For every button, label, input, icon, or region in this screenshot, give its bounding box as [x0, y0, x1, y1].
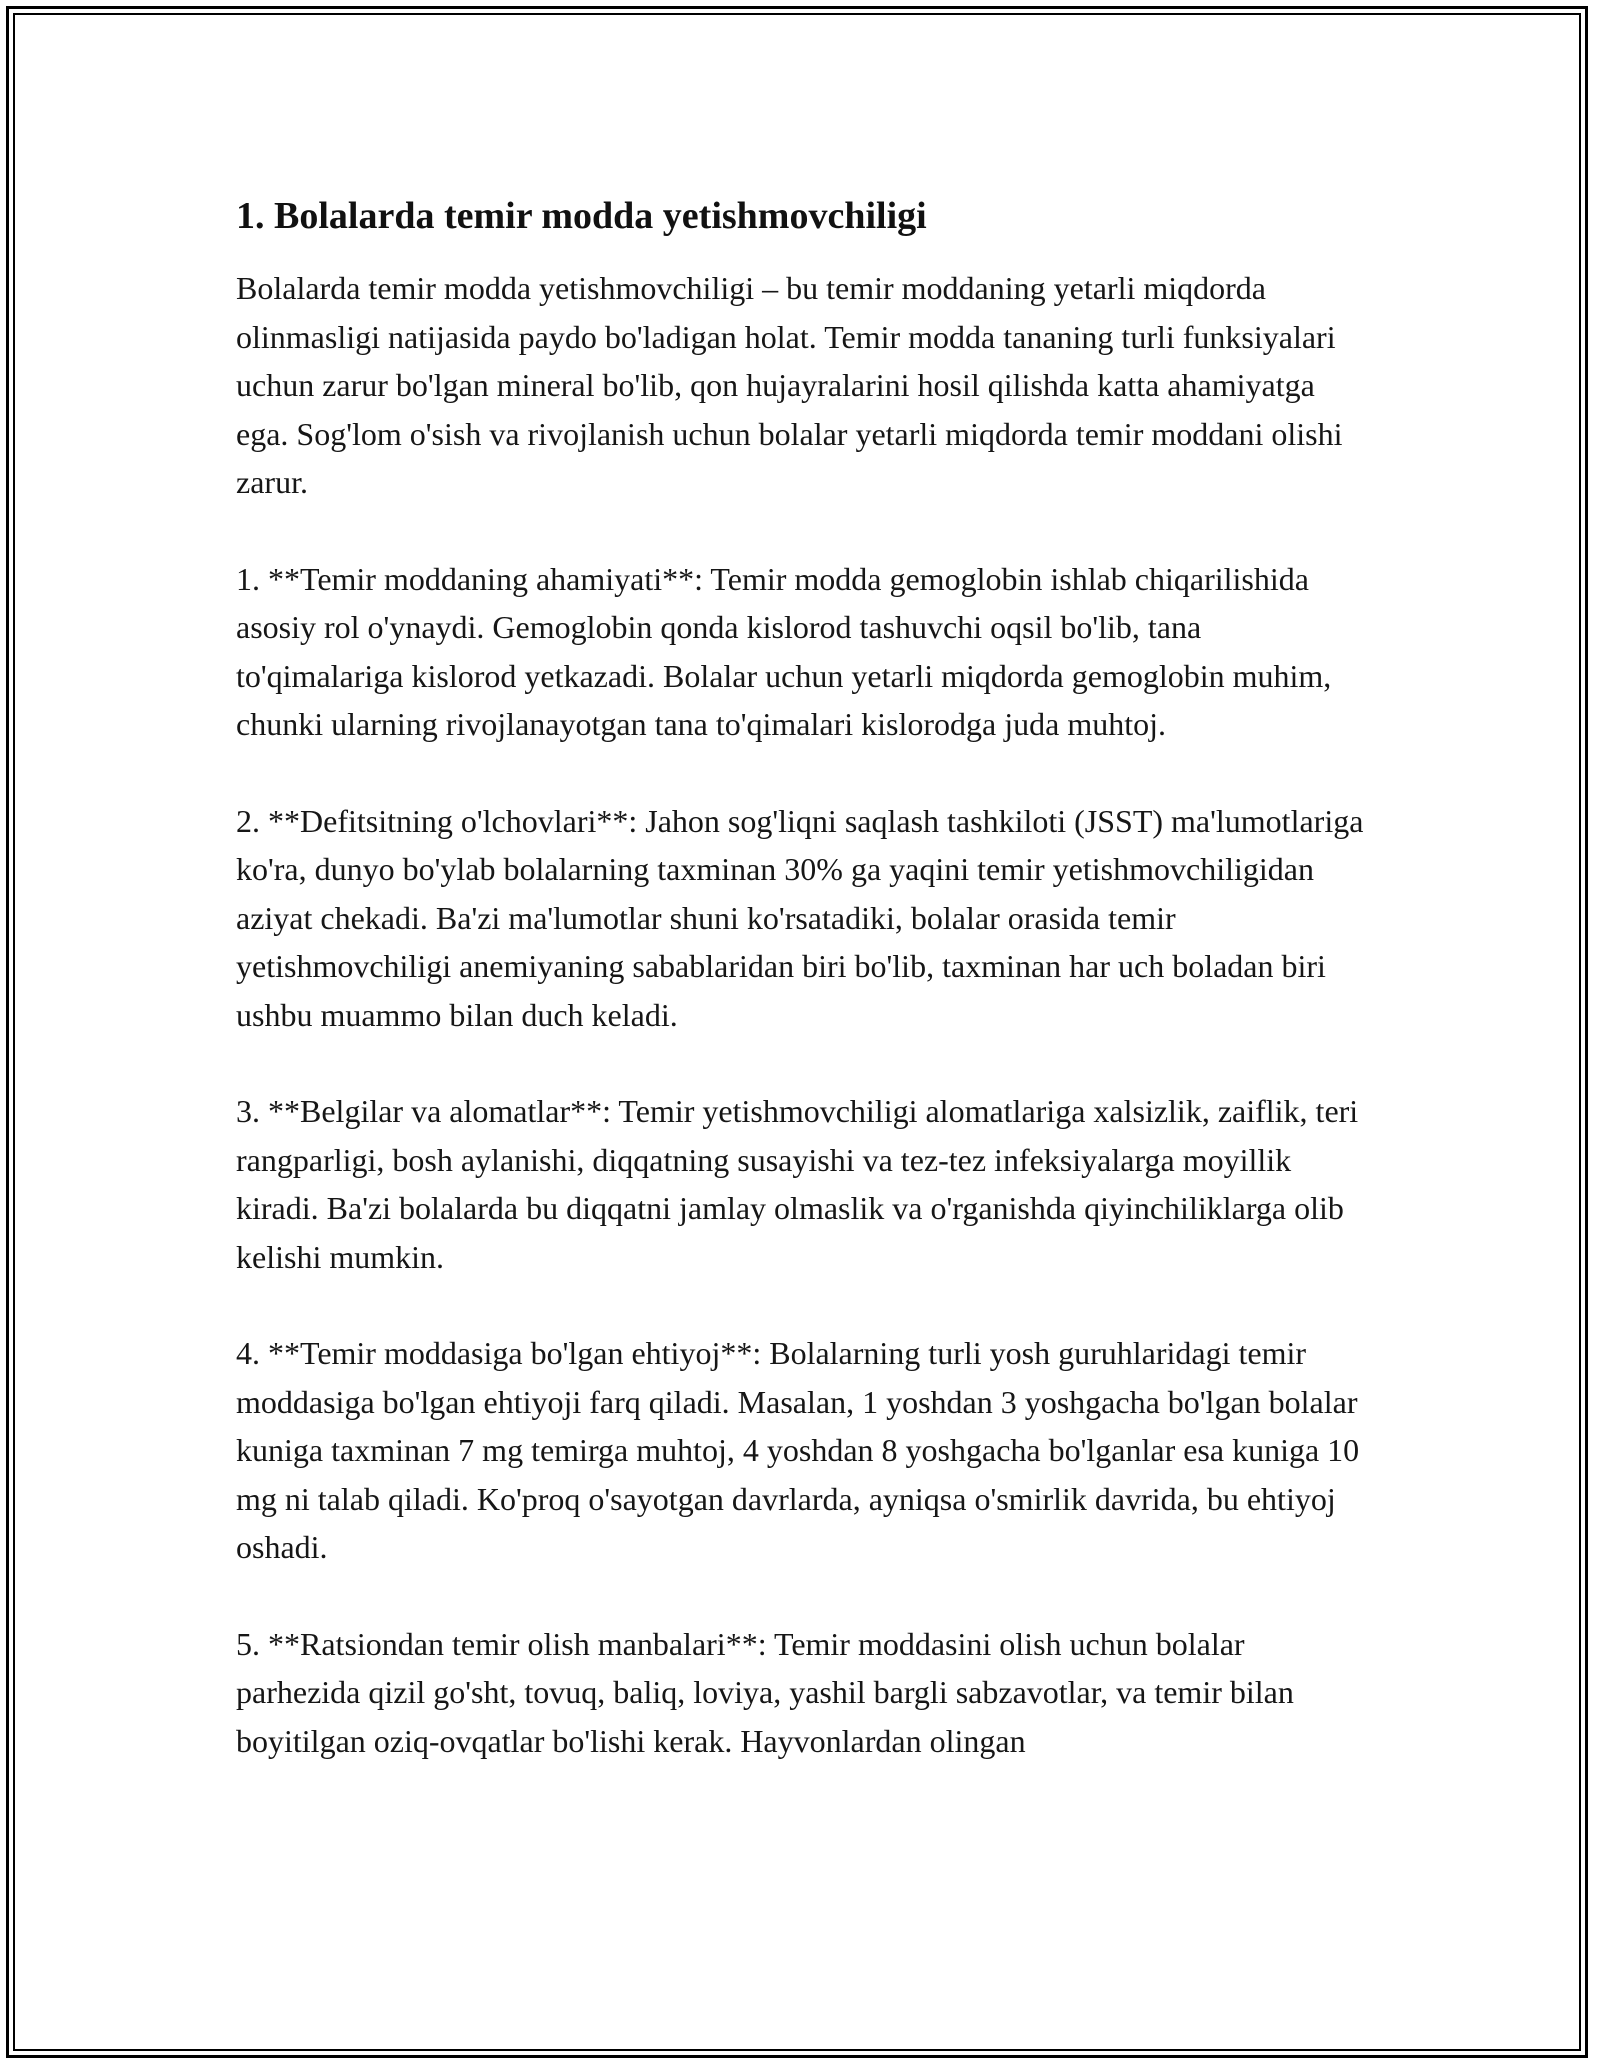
paragraph-iron-need: 4. **Temir moddasiga bo'lgan ehtiyoj**: Bolalarning turli yosh guruhlaridagi temir moddasiga bo'lgan ehtiyoji farq qiladi. Masalan, 1 yoshdan 3 yoshgacha bo'lgan bolalar kuniga taxminan 7 mg temirga muhtoj, 4 yoshdan 8 yoshgacha bo'lganlar esa kuniga 10 mg ni talab qiladi. Ko'proq o'sayotgan davrlarda, ayniqsa o'smirlik davrida, bu ehtiyoj oshadi.	[236, 1335, 1360, 1565]
document-body	[236, 188, 1366, 1813]
paragraph-iron-importance: 1. **Temir moddaning ahamiyati**: Temir modda gemoglobin ishlab chiqarilishida asosiy rol o'ynaydi. Gemoglobin qonda kislorod tashuvchi oqsil bo'lib, tana to'qimalariga kislorod yetkazadi. Bolalar uchun yetarli miqdorda gemoglobin muhim, chunki ularning rivojlanayotgan tana to'qimalari kislorodga juda muhtoj.	[236, 560, 1332, 742]
paragraph-diet-sources: 5. **Ratsiondan temir olish manbalari**: Temir moddasini olish uchun bolalar parhezida qizil go'sht, tovuq, baliq, loviya, yashil bargli sabzavotlar, va temir bilan boyitilgan oziq-ovqatlar bo'lishi kerak. Hayvonlardan olingan	[236, 1625, 1294, 1759]
intro-paragraph: Bolalarda temir modda yetishmovchiligi – bu temir moddaning yetarli miqdorda olinmasligi natijasida paydo bo'ladigan holat. Temir modda tananing turli funksiyalari uchun zarur bo'lgan mineral bo'lib, qon hujayralarini hosil qilishda katta ahamiyatga ega. Sog'lom o'sish va rivojlanish uchun bolalar yetarli miqdorda temir moddani olishi zarur.	[236, 270, 1343, 500]
section-heading: 1. Bolalarda temir modda yetishmovchiligi	[236, 195, 927, 237]
paragraph-signs-symptoms: 3. **Belgilar va alomatlar**: Temir yetishmovchiligi alomatlariga xalsizlik, zaiflik, teri rangparligi, bosh aylanishi, diqqatning susayishi va tez-tez infeksiyalarga moyillik kiradi. Ba'zi bolalarda bu diqqatni jamlay olmaslik va o'rganishda qiyinchiliklarga olib kelishi mumkin.	[236, 1093, 1359, 1275]
paragraph-deficit-measures: 2. **Defitsitning o'lchovlari**: Jahon sog'liqni saqlash tashkiloti (JSST) ma'lumotlariga ko'ra, dunyo bo'ylab bolalarning taxminan 30% ga yaqini temir yetishmovchiligidan aziyat chekadi. Ba'zi ma'lumotlar shuni ko'rsatadiki, bolalar orasida temir yetishmovchiligi anemiyaning sabablaridan biri bo'lib, taxminan har uch boladan biri ushbu muammo bilan duch keladi.	[236, 802, 1364, 1033]
